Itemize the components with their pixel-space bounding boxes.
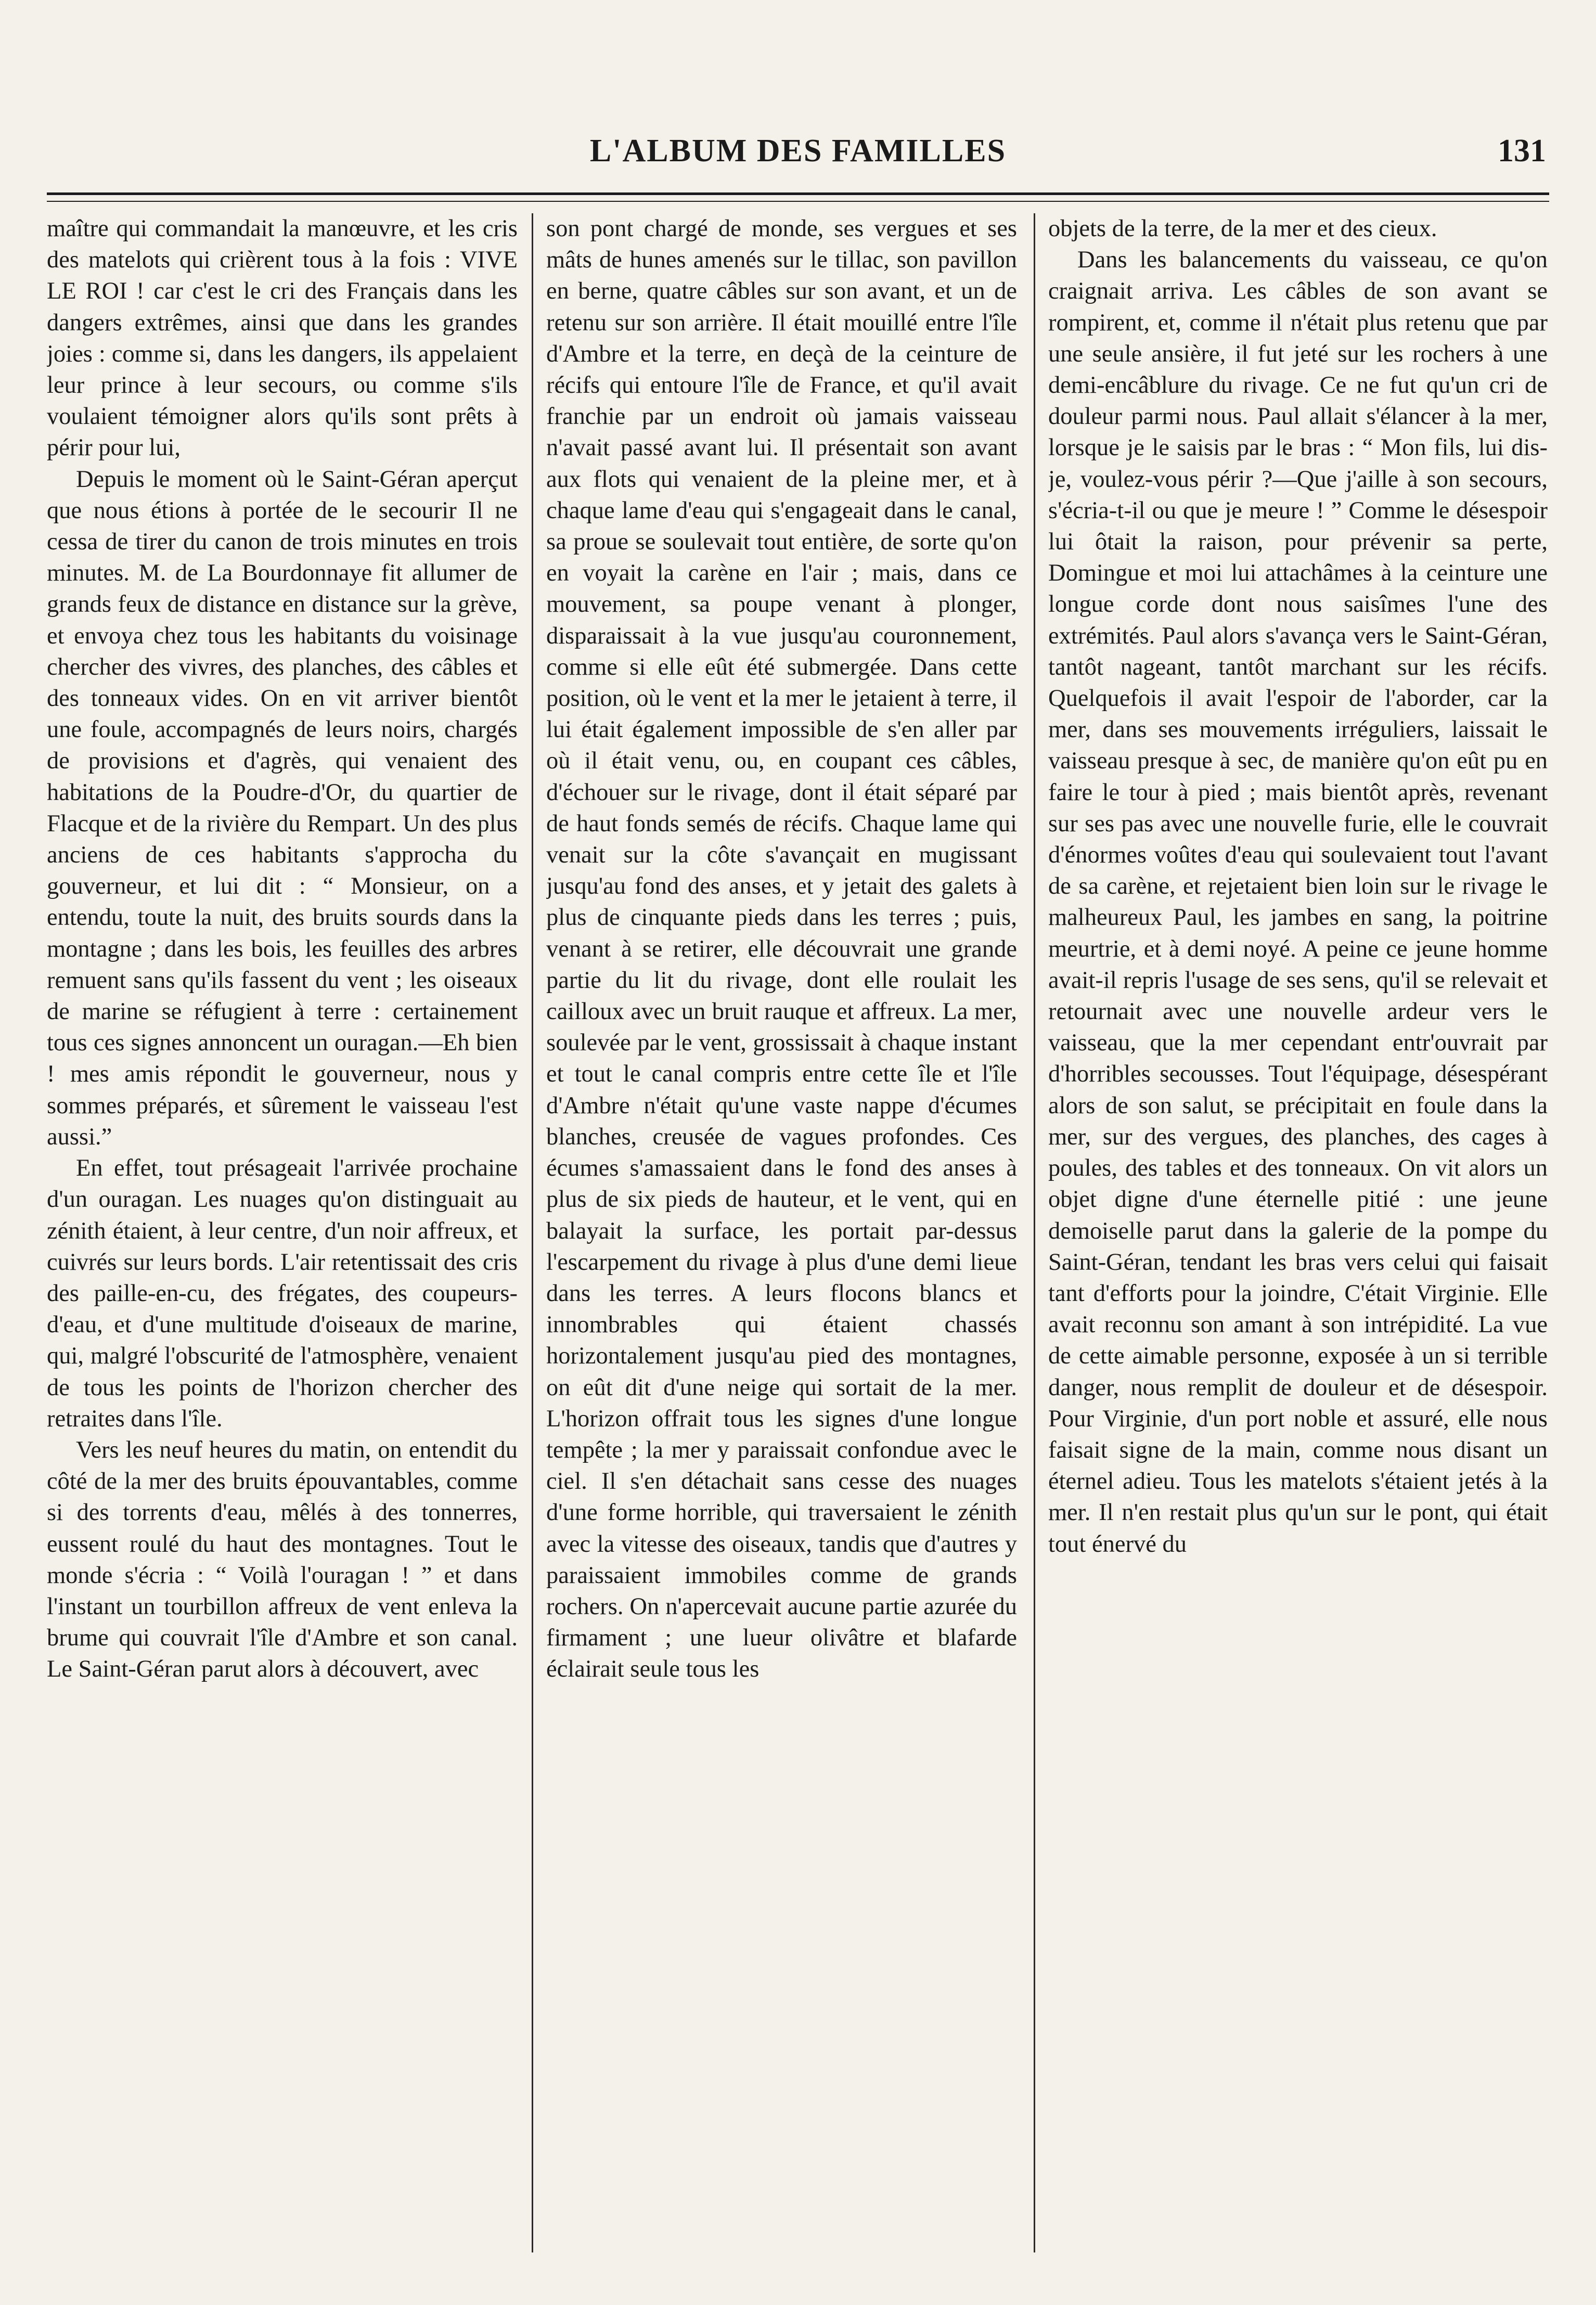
journal-title: L'ALBUM DES FAMILLES (589, 133, 1007, 169)
paragraph: maître qui commandait la manœuvre, et les cris des matelots qui crièrent tous à la fois : VIVE LE ROI ! car c'est le cri des Français dans les dangers extrêmes, ainsi que dans les grandes joies : comme si, dans les dangers, ils appelaient leur prince à leur secours, ou comme s'ils voulaient témoigner alors qu'ils sont prêts à périr pour lui, (47, 215, 518, 461)
paragraph: Dans les balancements du vaisseau, ce qu'on craignait arriva. Les câbles de son avant se rompirent, et, comme il n'était plus retenu que par une seule ansière, il fut jeté sur les rochers à une demi-encâblure du rivage. Ce ne fut qu'un cri de douleur parmi nous. Paul allait s'élancer à la mer, lorsque je le saisis par le bras : “ Mon fils, lui dis-je, voulez-vous périr ?—Que j'aille à son secours, s'écria-t-il ou que je meure ! ” Comme le désespoir lui ôtait la raison, pour prévenir sa perte, Domingue et moi lui attachâmes à la ceinture une longue corde dont nous saisîmes l'une des extrémités. Paul alors s'avança vers le Saint-Géran, tantôt nageant, tantôt marchant sur les récifs. Quelquefois il avait l'espoir de l'aborder, car la mer, dans ses mouvements irréguliers, laissait le vaisseau presque à sec, de manière qu'on eût pu en faire le tour à pied ; mais bientôt après, revenant sur ses pas avec une nouvelle furie, elle le couvrait d'énormes voûtes d'eau qui soulevaient tout l'avant de sa carène, et rejetaient bien loin sur le rivage le malheureux Paul, les jambes en sang, la poitrine meurtrie, et à demi noyé. A peine ce jeune homme avait-il repris l'usage de ses sens, qu'il se relevait et retournait avec une nouvelle ardeur vers le vaisseau, que la mer cependant entr'ouvrait par d'horribles secousses. Tout l'équipage, désespérant alors de son salut, se précipitait en foule dans la mer, sur des vergues, des planches, des cages à poules, des tables et des tonneaux. On vit alors un objet digne d'une éternelle pitié : une jeune demoiselle parut dans la galerie de la pompe du Saint-Géran, tendant les bras vers celui qui faisait tant d'efforts pour la joindre, C'était Virginie. Elle avait reconnu son amant à son intrépidité. La vue de cette aimable personne, exposée à un si terrible danger, nous remplit de douleur et de désespoir. Pour Virginie, d'un port noble et assuré, elle nous faisait signe de la main, comme nous disant un éternel adieu. Tous les matelots s'étaient jetés à la mer. Il n'en restait plus qu'un sur le pont, qui était tout énervé du (1048, 247, 1548, 1557)
paragraph: Depuis le moment où le Saint-Géran aperçut que nous étions à portée de le secourir Il ne cessa de tirer du canon de trois minutes en trois minutes. M. de La Bourdonnaye fit allumer de grands feux de distance en distance sur la grève, et envoya chez tous les habitants du voisinage chercher des vivres, des planches, des câbles et des tonneaux vides. On en vit arriver bientôt une foule, accompagnés de leurs noirs, chargés de provisions et d'agrès, qui venaient des habitations de la Poudre-d'Or, du quartier de Flacque et de la rivière du Rempart. Un des plus anciens de ces habitants s'approcha du gouverneur, et lui dit : “ Monsieur, on a entendu, toute la nuit, des bruits sourds dans la montagne ; dans les bois, les feuilles des arbres remuent sans qu'ils fassent du vent ; les oiseaux de marine se réfugient à terre : certainement tous ces signes annoncent un ouragan.—Eh bien ! mes amis répondit le gouverneur, nous y sommes préparés, et sûrement le vaisseau l'est aussi.” (47, 466, 518, 1150)
column-1 (47, 213, 518, 2252)
column-divider (1034, 213, 1035, 2252)
paragraph: En effet, tout présageait l'arrivée prochaine d'un ouragan. Les nuages qu'on distinguait au zénith étaient, à leur centre, d'un noir affreux, et cuivrés sur leurs bords. L'air retentissait des cris des paille-en-cu, des frégates, des coupeurs-d'eau, et d'une multitude d'oiseaux de marine, qui, malgré l'obscurité de l'atmosphère, venaient de tous les points de l'horizon chercher des retraites dans l'île. (47, 1155, 518, 1432)
header-rule-thick (47, 192, 1549, 195)
page-number: 131 (1498, 133, 1546, 169)
column-2 (546, 213, 1017, 2252)
text-columns (47, 213, 1549, 2252)
column-3 (1048, 213, 1548, 2252)
paragraph: son pont chargé de monde, ses vergues et ses mâts de hunes amenés sur le tillac, son pavillon en berne, quatre câbles sur son avant, et un de retenu sur son arrière. Il était mouillé entre l'île d'Ambre et la terre, en deçà de la ceinture de récifs qui entoure l'île de France, et qu'il avait franchie par un endroit où jamais vaisseau n'avait passé avant lui. Il présentait son avant aux flots qui venaient de la pleine mer, et à chaque lame d'eau qui s'engageait dans le canal, sa proue se soulevait tout entière, de sorte qu'on en voyait la carène en l'air ; mais, dans ce mouvement, sa poupe venant à plonger, disparaissait à la vue jusqu'au couronnement, comme si elle eût été submergée. Dans cette position, où le vent et la mer le jetaient à terre, il lui était également impossible de s'en aller par où il était venu, ou, en coupant ces câbles, d'échouer sur le rivage, dont il était séparé par de haut fonds semés de récifs. Chaque lame qui venait sur la côte s'avançait en mugissant jusqu'au fond des anses, et y jetait des galets à plus de cinquante pieds dans les terres ; puis, venant à se retirer, elle découvrait une grande partie du lit du rivage, dont elle roulait les cailloux avec un bruit rauque et affreux. La mer, soulevée par le vent, grossissait à chaque instant et tout le canal compris entre cette île et l'île d'Ambre n'était qu'une vaste nappe d'écumes blanches, creusée de vagues profondes. Ces écumes s'amassaient dans le fond des anses à plus de six pieds de hauteur, et le vent, qui en balayait la surface, les portait par-dessus l'escarpement du rivage à plus d'une demi lieue dans les terres. A leurs flocons blancs et innombrables qui étaient chassés horizontalement jusqu'au pied des montagnes, on eût dit d'une neige qui sortait de la mer. L'horizon offrait tous les signes d'une longue tempête ; la mer y paraissait confondue avec le ciel. Il s'en détachait sans cesse des nuages d'une forme horrible, qui traversaient le zénith avec la vitesse des oiseaux, tandis que d'autres y paraissaient immobiles comme de grands rochers. On n'apercevait aucune partie azurée du firmament ; une lueur olivâtre et blafarde éclairait seule tous les (546, 215, 1017, 1683)
header-rule-thin (47, 201, 1549, 202)
column-divider (532, 213, 533, 2252)
paragraph: objets de la terre, de la mer et des cieux. (1048, 215, 1437, 242)
paragraph: Vers les neuf heures du matin, on entendit du côté de la mer des bruits épouvantables, comme si des torrents d'eau, mêlés à des tonnerres, eussent roulé du haut des montagnes. Tout le monde s'écria : “ Voilà l'ouragan ! ” et dans l'instant un tourbillon affreux de vent enleva la brume qui couvrait l'île d'Ambre et son canal. Le Saint-Géran parut alors à découvert, avec (47, 1436, 518, 1683)
running-header (47, 133, 1549, 179)
